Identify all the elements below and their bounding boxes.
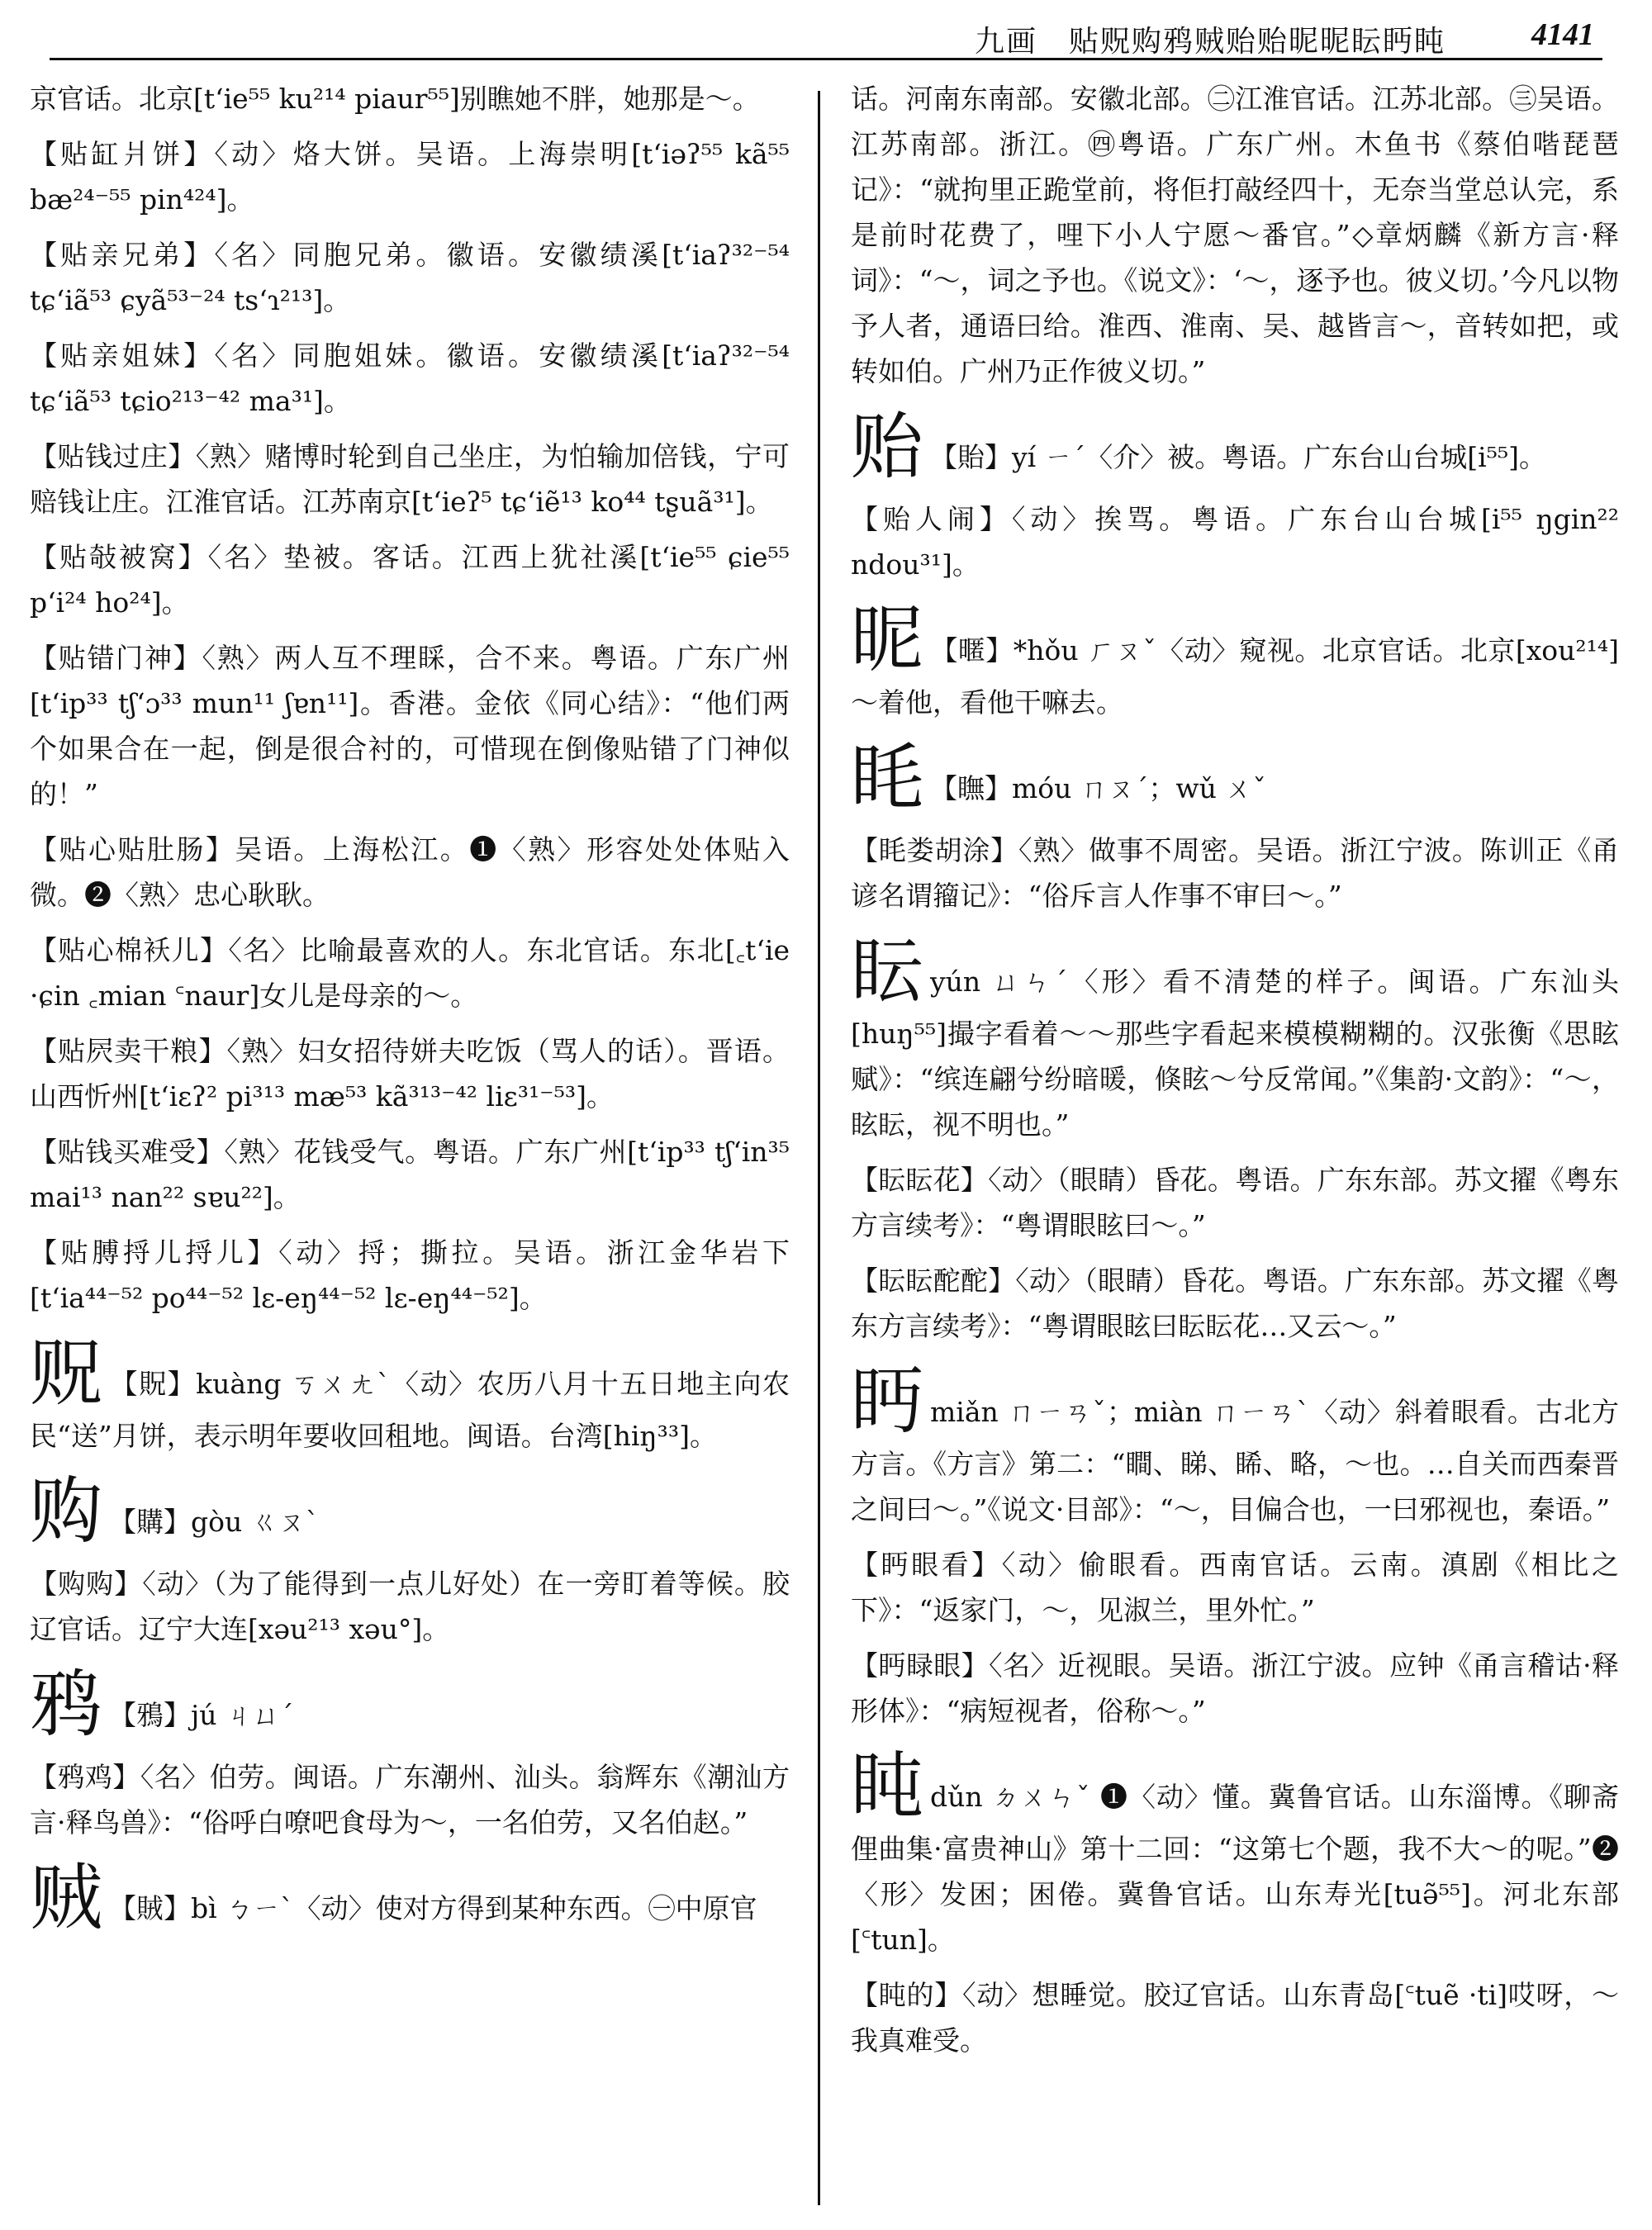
- dictionary-entry: 【购购】〈动〉（为了能得到一点儿好处）在一旁盯着等候。胶辽官话。辽宁大连[xəu²¹³ xəu°]。: [30, 1568, 790, 1645]
- head-character: 贻: [851, 404, 924, 489]
- dictionary-entry: 【贴亲姐妹】〈名〉同胞姐妹。徽语。安徽绩溪[t‘iaʔ³²⁻⁵⁴ tɕ‘iã⁵³ tɕio²¹³⁻⁴² ma³¹]。: [30, 339, 790, 417]
- continued-text: 京官话。北京[t‘ie⁵⁵ ku²¹⁴ piaur⁵⁵]别瞧她不胖，她那是～。: [30, 83, 760, 115]
- head-character: 鸦: [30, 1662, 103, 1747]
- head-character-entry: [851, 404, 1619, 489]
- head-character-entry: [851, 597, 1619, 725]
- dictionary-entry: 【贴膊捋儿捋儿】〈动〉捋；撕拉。吴语。浙江金华岩下[t‘ia⁴⁴⁻⁵² po⁴⁴⁻⁵² lɛ-eŋ⁴⁴⁻⁵² lɛ-eŋ⁴⁴⁻⁵²]。: [30, 1236, 790, 1314]
- dictionary-entry: 【贴缸爿饼】〈动〉烙大饼。吴语。上海崇明[t‘iəʔ⁵⁵ kã⁵⁵ bæ²⁴⁻⁵⁵ pin⁴²⁴]。: [30, 138, 790, 216]
- left-column: [30, 76, 790, 2215]
- dictionary-entry: 【眊娄胡涂】〈熟〉做事不周密。吴语。浙江宁波。陈训正《甬谚名谓籀记》：“俗斥言人作事不审曰～。”: [851, 834, 1619, 912]
- dictionary-entry: 【贴错门神】〈熟〉两人互不理睬，合不来。粤语。广东广州[t‘ip³³ tʃ‘ɔ³³ mun¹¹ ʃɐn¹¹]。香港。金依《同心结》：“他们两个如果合在一起，倒是很合衬的，可惜现在倒像贴错了门神似的！”: [30, 642, 790, 810]
- continued-text: 话。河南东南部。安徽北部。㊁江淮官话。江苏北部。㊂吴语。江苏南部。浙江。㊃粤语。广东广州。木鱼书《蔡伯喈琵琶记》：“就拘里正跪堂前，将佢打敲经四十，无奈当堂总认完，系是前时花费了，哩下小人宁愿～番官。”◇章炳麟《新方言·释词》：“～，词之予也。《说文》：‘～，逐予也。彼义切。’今凡以物予人者，通语曰给。淮西、淮南、吴、越皆言～，音转如把，或转如伯。广州乃正作彼义切。”: [851, 83, 1619, 387]
- header-title: 九画 贴贶购鸦贼贻贻昵昵眃眄盹: [974, 25, 1446, 59]
- dictionary-entry: 【盹的】〈动〉想睡觉。胶辽官话。山东青岛[꜂tuẽ ·ti]哎呀，～我真难受。: [851, 1979, 1619, 2057]
- dictionary-entry: 【眄睩眼】〈名〉近视眼。吴语。浙江宁波。应钟《甬言稽诂·释形体》：“病短视者，俗称～。”: [851, 1649, 1619, 1727]
- head-character-entry: [30, 1468, 790, 1554]
- dictionary-entry: 【贴屄卖干粮】〈熟〉妇女招待姘夫吃饭（骂人的话）。晋语。山西忻州[t‘iɛʔ² pi³¹³ mæ⁵³ kã³¹³⁻⁴² liɛ³¹⁻⁵³]。: [30, 1035, 790, 1113]
- entry-text: dǔn ㄉㄨㄣˇ ❶〈动〉懂。冀鲁官话。山东淄博。《聊斋俚曲集·富贵神山》第十二回：“这第七个题，我不大～的呢。”❷〈形〉发困；困倦。冀鲁官话。山东寿光[tuə̃⁵⁵]。河北东部[꜂tun]。: [851, 1781, 1619, 1956]
- head-character-entry: [30, 1662, 790, 1747]
- head-character: 眄: [851, 1359, 924, 1444]
- dictionary-entry: 【贴钱买难受】〈熟〉花钱受气。粤语。广东广州[t‘ip³³ tʃ‘in³⁵ mai¹³ nan²² sɐu²²]。: [30, 1136, 790, 1213]
- entry-text: 【暱】*hǒu ㄏㄡˇ〈动〉窥视。北京官话。北京[xou²¹⁴]～着他，看他干嘛去。: [851, 634, 1619, 719]
- entry-text: yún ㄩㄣˊ〈形〉看不清楚的样子。闽语。广东汕头[huŋ⁵⁵]撮字看着～～那些字看起来模模糊糊的。汉张衡《思眩赋》：“缤连翩兮纷暗暖，倏眩～兮反常闻。”《集韵·文韵》：“～，眩眃，视不明也。”: [851, 966, 1619, 1141]
- head-character: 贶: [30, 1331, 103, 1416]
- head-character-entry: [851, 735, 1619, 820]
- head-character-entry: [851, 1744, 1619, 1962]
- head-character: 盹: [851, 1744, 924, 1829]
- dictionary-entry: 【贴钱过庄】〈熟〉赌博时轮到自己坐庄，为怕输加倍钱，宁可赔钱让庄。江淮官话。江苏南京[t‘ieʔ⁵ tɕ‘iẽ¹³ ko⁴⁴ tʂuã³¹]。: [30, 440, 790, 518]
- entry-text: 【賊】bì ㄅㄧˋ〈动〉使对方得到某种东西。㊀中原官: [109, 1892, 757, 1924]
- dictionary-entry: 【贴心棉袄儿】〈名〉比喻最喜欢的人。东北官话。东北[꜀t‘ie ·ɕin ꜀mian ꜂naur]女儿是母亲的～。: [30, 934, 790, 1012]
- head-character: 贼: [30, 1855, 103, 1940]
- head-character-entry: [30, 1855, 790, 1940]
- running-header: [50, 15, 1602, 60]
- page-number: 4141: [1531, 17, 1594, 52]
- entry-text: 【貽】yí ㄧˊ〈介〉被。粤语。广东台山台城[i⁵⁵]。: [930, 441, 1546, 473]
- column-divider: [818, 91, 820, 2205]
- head-character-entry: [30, 1331, 790, 1459]
- dictionary-entry: 【眃眃酡酡】〈动〉（眼睛）昏花。粤语。广东东部。苏文擢《粤东方言续考》：“粤谓眼眩曰眃眃花…又云～。”: [851, 1264, 1619, 1342]
- head-character: 眃: [851, 928, 924, 1013]
- entry-text: 【瞴】móu ㄇㄡˊ；wǔ ㄨˇ: [930, 772, 1266, 804]
- right-column: [851, 76, 1619, 2215]
- head-character: 眊: [851, 735, 924, 820]
- dictionary-entry: 【鸦鸡】〈名〉伯劳。闽语。广东潮州、汕头。翁辉东《潮汕方言·释鸟兽》：“俗呼白嘹吧食母为～，一名伯劳，又名伯赵。”: [30, 1761, 790, 1839]
- dictionary-entry: 【眃眃花】〈动〉（眼睛）昏花。粤语。广东东部。苏文擢《粤东方言续考》：“粤谓眼眩曰～。”: [851, 1164, 1619, 1241]
- head-character: 购: [30, 1468, 103, 1554]
- head-character-entry: [851, 1359, 1619, 1532]
- head-character-entry: [851, 928, 1619, 1147]
- entry-text: miǎn ㄇㄧㄢˇ；miàn ㄇㄧㄢˋ〈动〉斜着眼看。古北方方言。《方言》第二：“瞷、睇、睎、略，～也。…自关而西秦晋之间曰～。”《说文·目部》：“～，目偏合也，一曰邪视也，秦语。”: [851, 1396, 1619, 1525]
- dictionary-entry: 【贴敧被窝】〈名〉垫被。客话。江西上犹社溪[t‘ie⁵⁵ ɕie⁵⁵ p‘i²⁴ ho²⁴]。: [30, 541, 790, 619]
- entry-text: 【購】gòu ㄍㄡˋ: [109, 1506, 320, 1538]
- head-character: 昵: [851, 597, 924, 682]
- dictionary-entry: 【眄眼看】〈动〉偷眼看。西南官话。云南。滇剧《相比之下》：“返家门，～，见淑兰，里外忙。”: [851, 1549, 1619, 1626]
- dictionary-entry: 【贻人闹】〈动〉挨骂。粤语。广东台山台城[i⁵⁵ ŋgin²² ndou³¹]。: [851, 503, 1619, 581]
- dictionary-entry: 【贴心贴肚肠】吴语。上海松江。❶〈熟〉形容处处体贴入微。❷〈熟〉忠心耿耿。: [30, 833, 790, 911]
- entry-text: 【鴉】jú ㄐㄩˊ: [109, 1699, 294, 1731]
- entry-text: 【貺】kuàng ㄎㄨㄤˋ〈动〉农历八月十五日地主向农民“送”月饼，表示明年要收回租地。闽语。台湾[hiŋ³³]。: [30, 1368, 790, 1452]
- dictionary-entry: 【贴亲兄弟】〈名〉同胞兄弟。徽语。安徽绩溪[t‘iaʔ³²⁻⁵⁴ tɕ‘iã⁵³ ɕyã⁵³⁻²⁴ ts‘ɿ²¹³]。: [30, 239, 790, 316]
